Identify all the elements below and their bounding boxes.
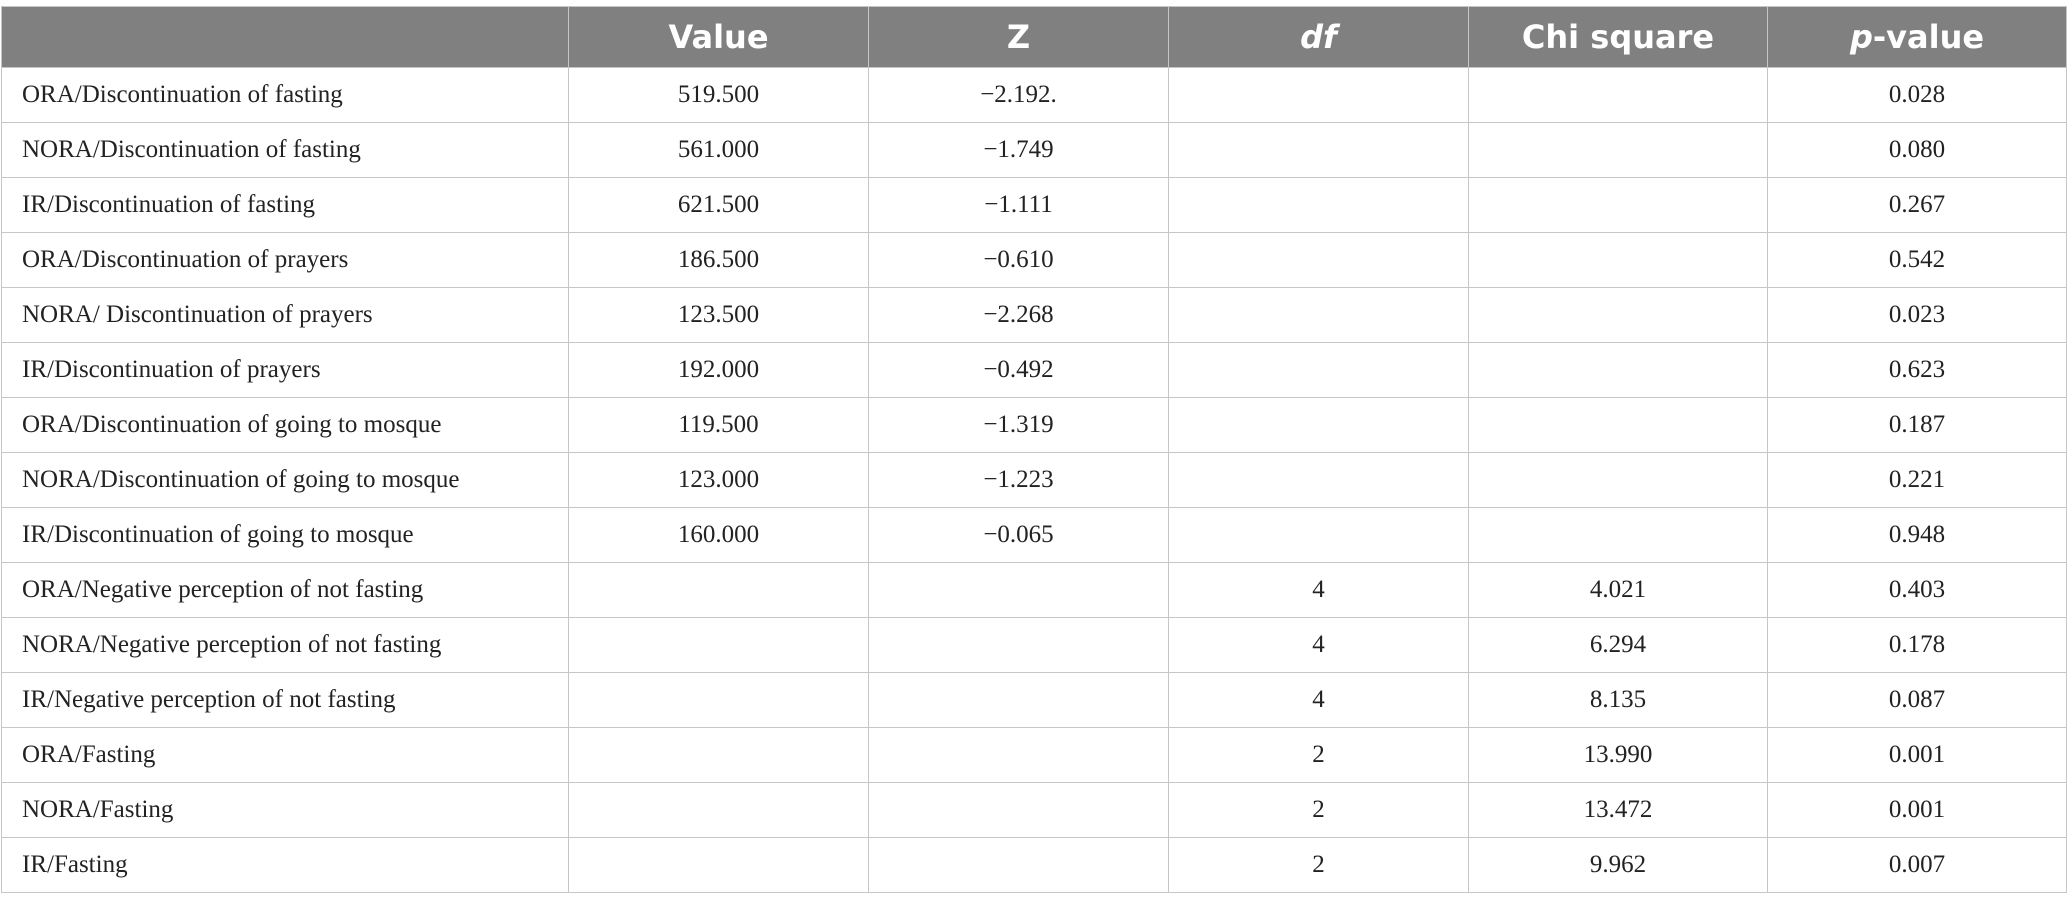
value-cell: 561.000	[569, 123, 869, 178]
chi-square-cell: 13.990	[1469, 728, 1768, 783]
chi-square-cell	[1469, 123, 1768, 178]
p-value-cell: 0.178	[1768, 618, 2067, 673]
header-df: df	[1169, 7, 1469, 68]
chi-square-cell	[1469, 68, 1768, 123]
value-cell: 123.000	[569, 453, 869, 508]
df-cell: 4	[1169, 673, 1469, 728]
df-cell	[1169, 288, 1469, 343]
z-cell	[869, 563, 1169, 618]
row-label-cell: NORA/Fasting	[2, 783, 569, 838]
row-label-cell: IR/Discontinuation of fasting	[2, 178, 569, 233]
row-label-cell: ORA/Discontinuation of fasting	[2, 68, 569, 123]
table-row	[2, 673, 2067, 728]
table-row	[2, 563, 2067, 618]
z-cell: −1.111	[869, 178, 1169, 233]
chi-square-cell: 6.294	[1469, 618, 1768, 673]
p-value-cell: 0.001	[1768, 783, 2067, 838]
header-chi-square: Chi square	[1469, 7, 1768, 68]
p-value-cell: 0.087	[1768, 673, 2067, 728]
p-value-cell: 0.080	[1768, 123, 2067, 178]
z-cell: −2.268	[869, 288, 1169, 343]
value-cell	[569, 618, 869, 673]
z-cell	[869, 673, 1169, 728]
chi-square-cell: 13.472	[1469, 783, 1768, 838]
row-label-cell: NORA/Negative perception of not fasting	[2, 618, 569, 673]
header-value: Value	[569, 7, 869, 68]
chi-square-cell	[1469, 343, 1768, 398]
df-cell	[1169, 343, 1469, 398]
results-table	[1, 6, 2067, 893]
chi-square-cell	[1469, 453, 1768, 508]
chi-square-cell	[1469, 288, 1768, 343]
p-value-cell: 0.403	[1768, 563, 2067, 618]
chi-square-cell	[1469, 178, 1768, 233]
df-cell	[1169, 233, 1469, 288]
row-label-cell: ORA/Discontinuation of going to mosque	[2, 398, 569, 453]
p-value-cell: 0.542	[1768, 233, 2067, 288]
table-row	[2, 783, 2067, 838]
df-cell: 4	[1169, 563, 1469, 618]
table-row	[2, 288, 2067, 343]
row-label-cell: ORA/Fasting	[2, 728, 569, 783]
p-value-cell: 0.623	[1768, 343, 2067, 398]
value-cell: 160.000	[569, 508, 869, 563]
value-cell: 123.500	[569, 288, 869, 343]
table-row	[2, 728, 2067, 783]
p-value-cell: 0.007	[1768, 838, 2067, 893]
row-label-cell: NORA/ Discontinuation of prayers	[2, 288, 569, 343]
value-cell	[569, 563, 869, 618]
header-p-value	[1768, 7, 2067, 68]
header-row	[2, 7, 2067, 68]
value-cell: 192.000	[569, 343, 869, 398]
z-cell: −0.065	[869, 508, 1169, 563]
value-cell: 119.500	[569, 398, 869, 453]
value-cell	[569, 838, 869, 893]
table-row	[2, 343, 2067, 398]
z-cell: −2.192.	[869, 68, 1169, 123]
row-label-cell: ORA/Negative perception of not fasting	[2, 563, 569, 618]
row-label-cell: IR/Negative perception of not fasting	[2, 673, 569, 728]
z-cell: −1.319	[869, 398, 1169, 453]
table-row	[2, 68, 2067, 123]
chi-square-cell	[1469, 398, 1768, 453]
df-cell	[1169, 453, 1469, 508]
z-cell: −1.749	[869, 123, 1169, 178]
value-cell	[569, 783, 869, 838]
df-cell	[1169, 178, 1469, 233]
header-p-suffix: -value	[1872, 18, 1985, 56]
z-cell: −0.610	[869, 233, 1169, 288]
p-value-cell: 0.023	[1768, 288, 2067, 343]
p-value-cell: 0.001	[1768, 728, 2067, 783]
row-label-cell: NORA/Discontinuation of going to mosque	[2, 453, 569, 508]
row-label-cell: ORA/Discontinuation of prayers	[2, 233, 569, 288]
header-p-italic: p	[1849, 18, 1873, 56]
p-value-cell: 0.187	[1768, 398, 2067, 453]
df-cell	[1169, 398, 1469, 453]
value-cell	[569, 673, 869, 728]
table-row	[2, 838, 2067, 893]
table-row	[2, 233, 2067, 288]
table-row	[2, 508, 2067, 563]
table-row	[2, 398, 2067, 453]
z-cell: −1.223	[869, 453, 1169, 508]
header-z: Z	[869, 7, 1169, 68]
df-cell	[1169, 68, 1469, 123]
header-label	[2, 7, 569, 68]
row-label-cell: NORA/Discontinuation of fasting	[2, 123, 569, 178]
chi-square-cell: 9.962	[1469, 838, 1768, 893]
table-row	[2, 178, 2067, 233]
table-row	[2, 123, 2067, 178]
chi-square-cell	[1469, 233, 1768, 288]
df-cell	[1169, 123, 1469, 178]
row-label-cell: IR/Fasting	[2, 838, 569, 893]
table-body	[2, 68, 2067, 893]
df-cell	[1169, 508, 1469, 563]
row-label-cell: IR/Discontinuation of prayers	[2, 343, 569, 398]
df-cell: 2	[1169, 783, 1469, 838]
z-cell: −0.492	[869, 343, 1169, 398]
z-cell	[869, 838, 1169, 893]
table-row	[2, 618, 2067, 673]
p-value-cell: 0.221	[1768, 453, 2067, 508]
df-cell: 2	[1169, 728, 1469, 783]
df-cell: 2	[1169, 838, 1469, 893]
p-value-cell: 0.948	[1768, 508, 2067, 563]
table-row	[2, 453, 2067, 508]
value-cell	[569, 728, 869, 783]
df-cell: 4	[1169, 618, 1469, 673]
z-cell	[869, 783, 1169, 838]
value-cell: 621.500	[569, 178, 869, 233]
z-cell	[869, 618, 1169, 673]
chi-square-cell: 8.135	[1469, 673, 1768, 728]
row-label-cell: IR/Discontinuation of going to mosque	[2, 508, 569, 563]
chi-square-cell: 4.021	[1469, 563, 1768, 618]
chi-square-cell	[1469, 508, 1768, 563]
p-value-cell: 0.267	[1768, 178, 2067, 233]
p-value-cell: 0.028	[1768, 68, 2067, 123]
z-cell	[869, 728, 1169, 783]
value-cell: 186.500	[569, 233, 869, 288]
value-cell: 519.500	[569, 68, 869, 123]
